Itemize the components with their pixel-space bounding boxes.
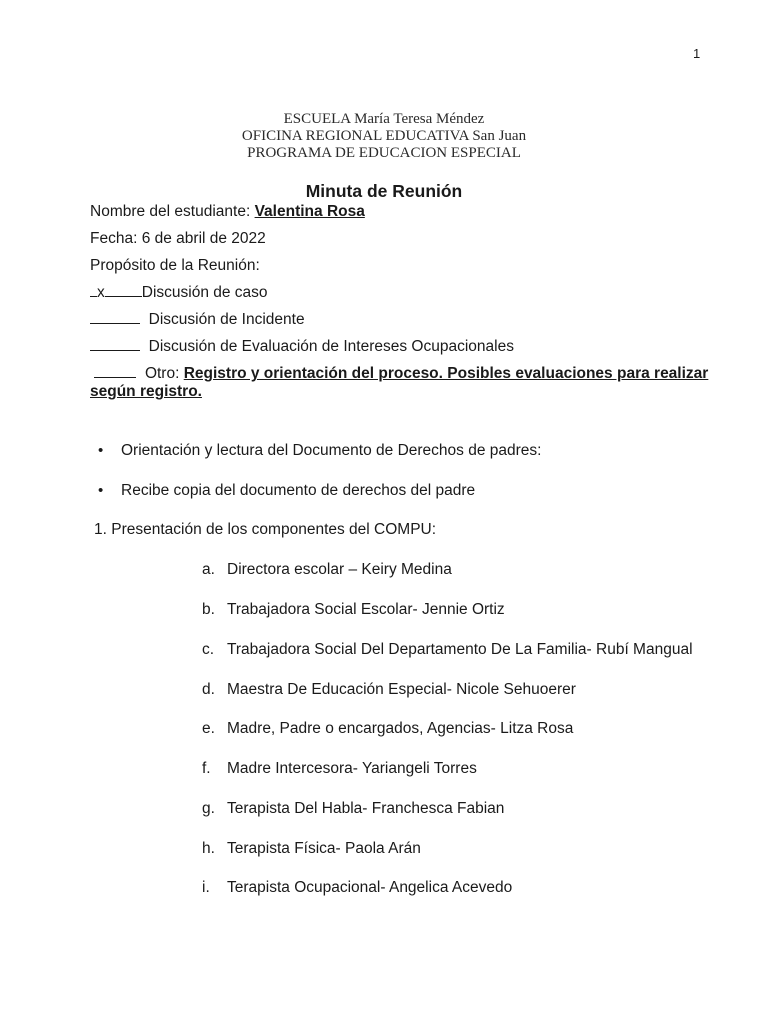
purpose-other (90, 365, 708, 383)
student-name-label: Nombre del estudiante: (90, 203, 255, 220)
compu-heading: 1. Presentación de los componentes del COMPU: (94, 521, 437, 538)
bullet-dot: • (98, 442, 104, 459)
member-item: Maestra De Educación Especial- Nicole Sehuoerer (227, 681, 576, 698)
member-letter: e. (202, 720, 215, 737)
purpose-other-text-line2: según registro. (90, 383, 202, 400)
date-line: Fecha: 6 de abril de 2022 (90, 230, 266, 247)
blank-line (105, 284, 142, 297)
purpose-incident-label: Discusión de Incidente (148, 311, 305, 328)
member-item: Terapista Del Habla- Franchesca Fabian (227, 800, 505, 817)
bullet-item-copy: Recibe copia del documento de derechos del padre (121, 482, 476, 499)
member-item: Madre, Padre o encargados, Agencias- Litza Rosa (227, 720, 574, 737)
member-letter: d. (202, 681, 215, 698)
purpose-occupational-evaluation (90, 338, 514, 356)
document-title: Minuta de Reunión (305, 181, 463, 201)
purpose-other-continuation (90, 383, 202, 401)
student-name-line (90, 203, 365, 221)
member-item: Madre Intercesora- Yariangeli Torres (227, 760, 477, 777)
member-letter: a. (202, 561, 215, 578)
blank-line (90, 338, 140, 351)
purpose-label: Propósito de la Reunión: (90, 257, 260, 274)
blank-line (90, 311, 140, 324)
member-letter: b. (202, 601, 215, 618)
blank-line (94, 365, 136, 378)
header-school-name: ESCUELA María Teresa Méndez (283, 111, 485, 127)
member-item: Terapista Ocupacional- Angelica Acevedo (227, 879, 513, 896)
header-program: PROGRAMA DE EDUCACION ESPECIAL (247, 145, 521, 161)
member-item: Trabajadora Social Escolar- Jennie Ortiz (227, 601, 505, 618)
blank-line (90, 284, 97, 297)
bullet-item-orientation: Orientación y lectura del Documento de Derechos de padres: (121, 442, 542, 459)
member-item: Directora escolar – Keiry Medina (227, 561, 452, 578)
page-number: 1 (693, 46, 701, 61)
member-letter: c. (202, 641, 215, 658)
purpose-occupational-label: Discusión de Evaluación de Intereses Ocupacionales (148, 338, 514, 355)
member-item: Trabajadora Social Del Departamento De La Familia- Rubí Mangual (227, 641, 693, 658)
header-regional-office: OFICINA REGIONAL EDUCATIVA San Juan (241, 128, 527, 144)
student-name-value: Valentina Rosa (254, 203, 365, 220)
purpose-case-mark: x (97, 284, 105, 301)
bullet-dot: • (98, 482, 104, 499)
member-letter: g. (202, 800, 215, 817)
member-letter: h. (202, 840, 215, 857)
member-letter: f. (202, 760, 211, 777)
purpose-case-discussion (90, 284, 268, 302)
purpose-case-label: Discusión de caso (141, 284, 268, 301)
purpose-other-prefix: Otro: (144, 365, 184, 382)
member-letter: i. (202, 879, 210, 896)
purpose-incident-discussion (90, 311, 305, 329)
member-item: Terapista Física- Paola Arán (227, 840, 421, 857)
purpose-other-text: Registro y orientación del proceso. Posibles evaluaciones para realizar (183, 365, 709, 382)
